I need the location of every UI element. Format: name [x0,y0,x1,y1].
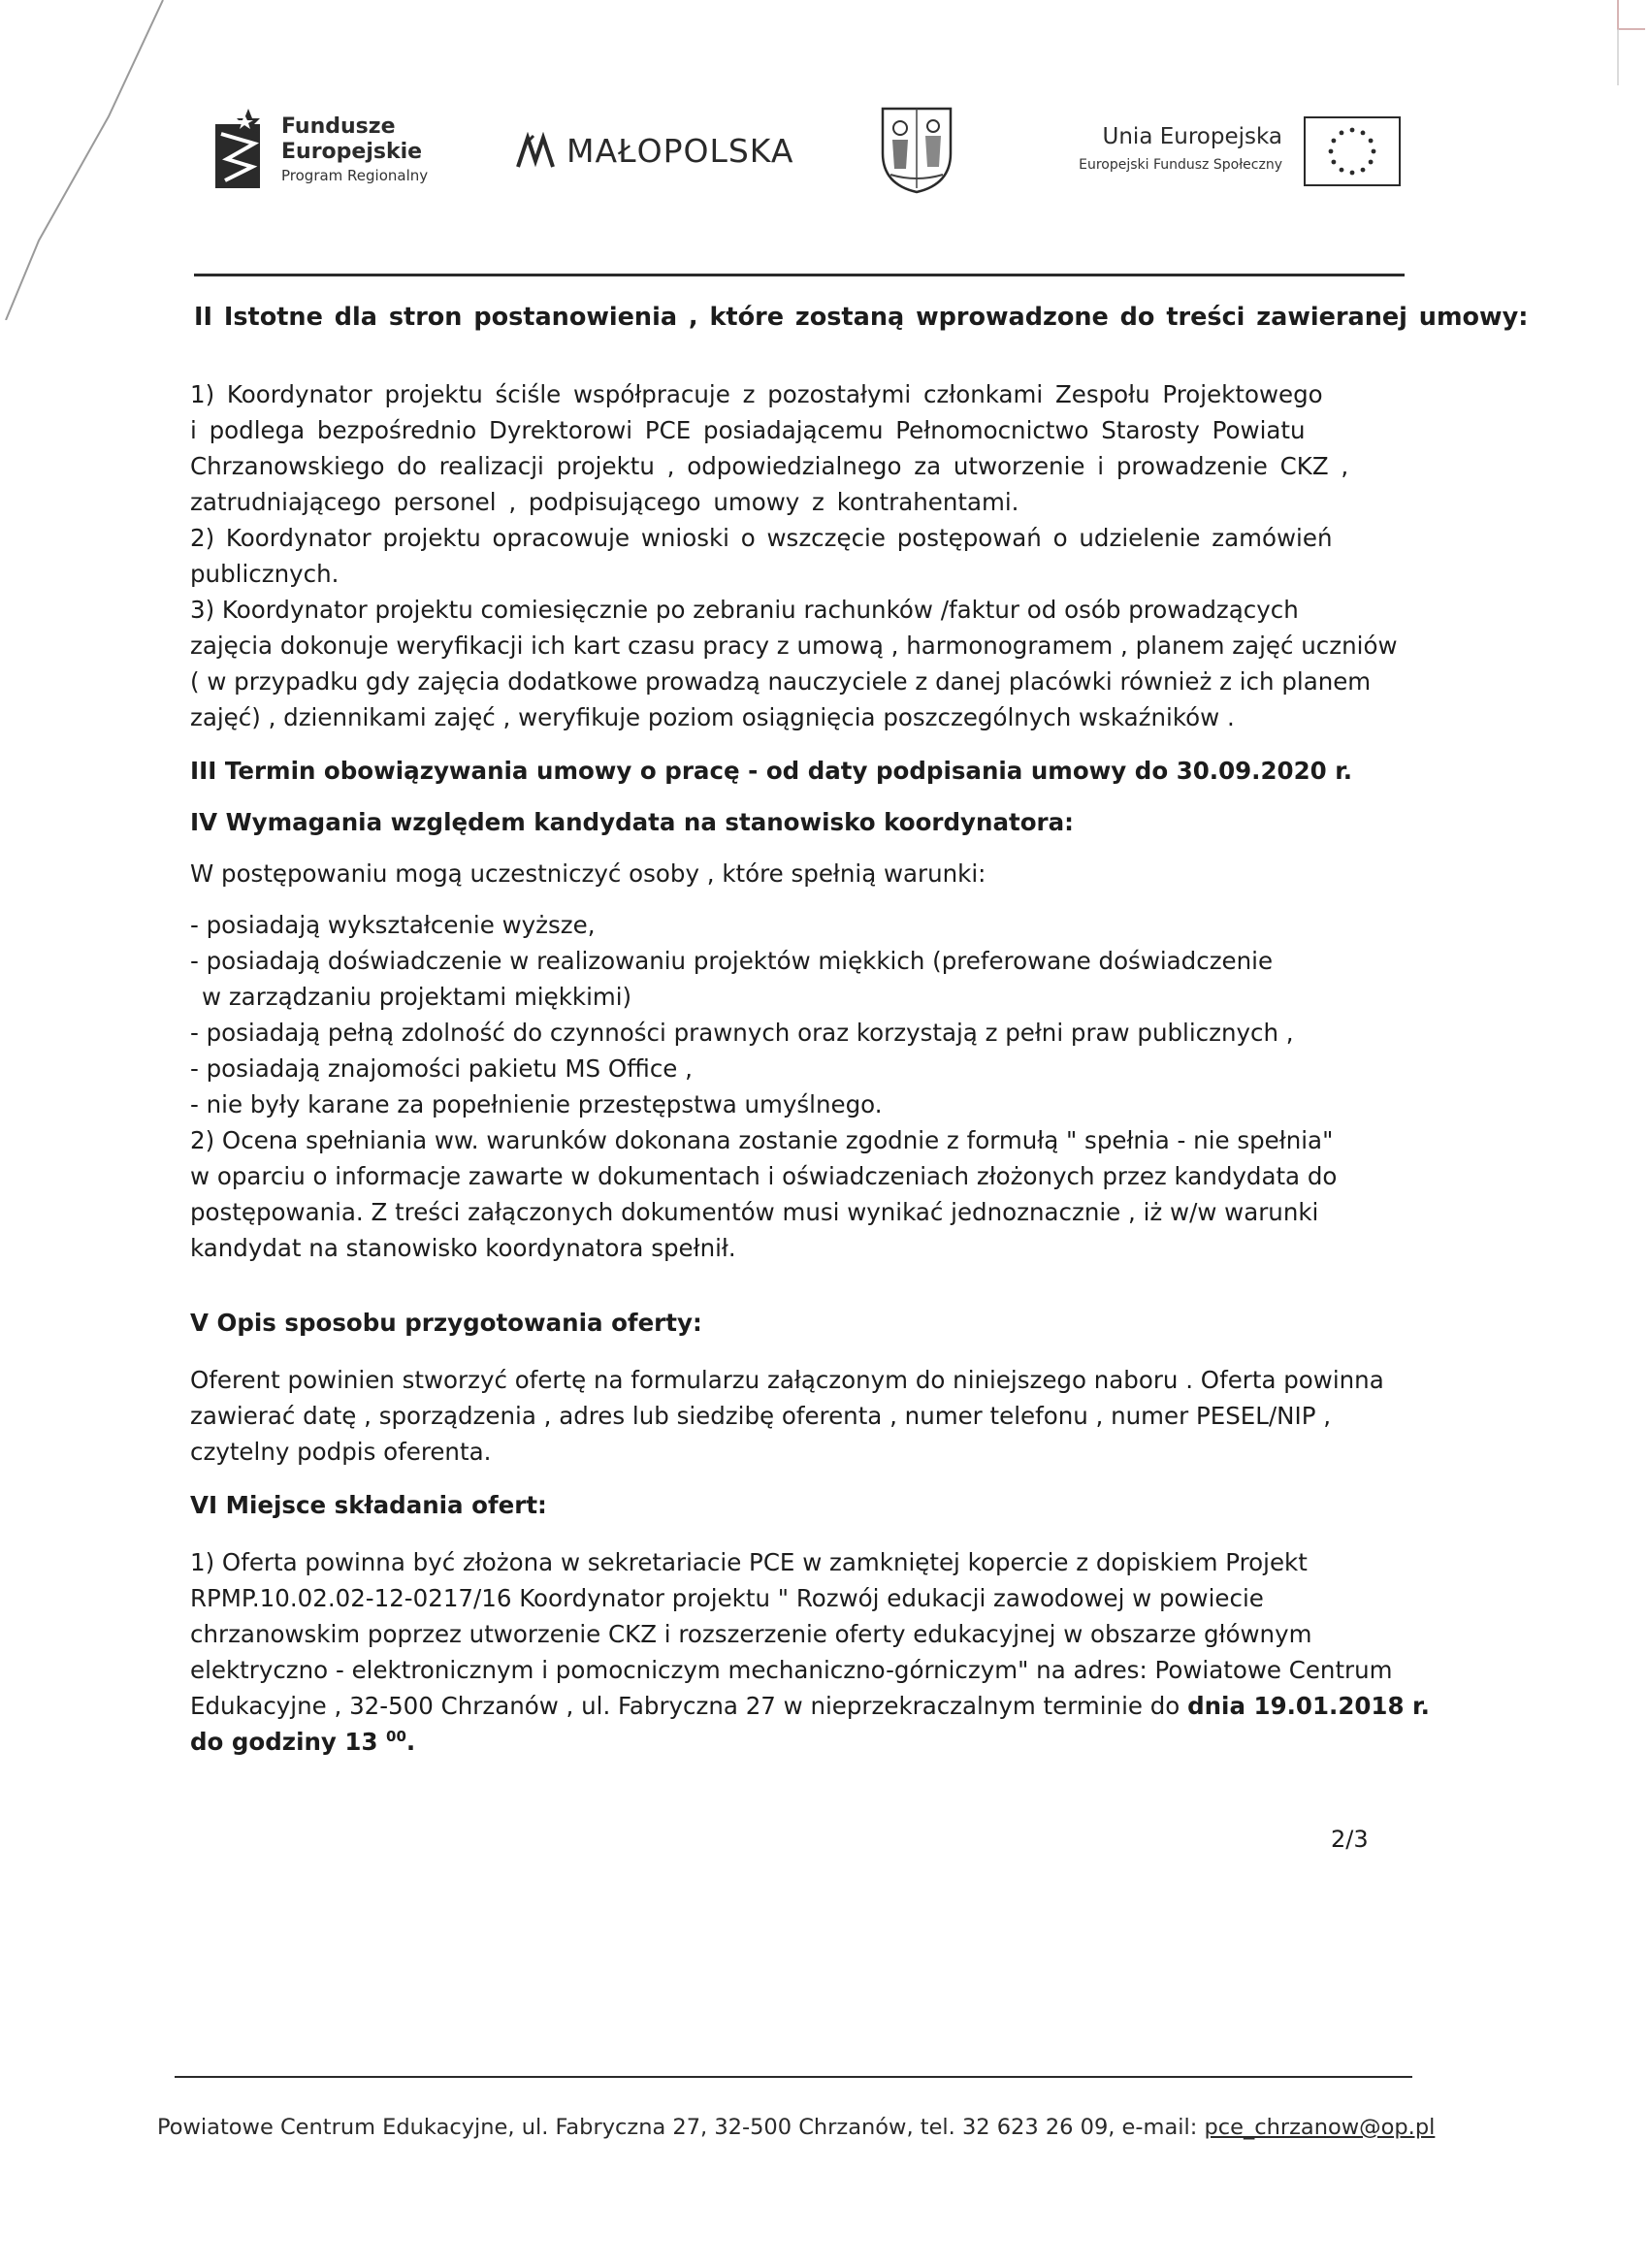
list-item: - posiadają doświadczenie w realizowaniu projektów miękkich (preferowane doświadczenie [190,947,1274,975]
malopolska-wordmark: MAŁOPOLSKA [566,132,794,170]
section-ii-heading: II Istotne dla stron postanowienia , które zostaną wprowadzone do treści zawieranej umowy: [194,303,1529,332]
text-line: 2) Koordynator projektu opracowuje wnioski o wszczęcie postępowań o udzielenie zamówień [190,524,1333,552]
eu-star-icon [1340,131,1344,136]
section-iv-paragraph-2 [190,1122,1430,1266]
malopolska-mark-icon [514,132,561,171]
text-line: chrzanowskim poprzez utworzenie CKZ i rozszerzenie oferty edukacyjnej w obszarze głównym [190,1620,1312,1648]
list-item: - posiadają wykształcenie wyższe, [190,911,596,939]
text-line: 3) Koordynator projektu comiesięcznie po zebraniu rachunków /faktur od osób prowadzących [190,596,1299,624]
eu-star-icon [1350,128,1355,133]
section-v-paragraph [190,1362,1430,1470]
text-run: Edukacyjne , 32-500 Chrzanów , ul. Fabryczna 27 w nieprzekraczalnym terminie do [190,1692,1188,1720]
section-ii-paragraph-3 [190,592,1430,735]
list-item: w zarządzaniu projektami miękkimi) [202,983,632,1011]
text-line: zajęcia dokonuje weryfikacji ich kart czasu pracy z umową , harmonogramem , planem zajęć uczniów [190,632,1398,660]
section-vi-paragraph [190,1544,1430,1760]
section-iv-requirements-list [190,907,1430,1122]
text-line: publicznych. [190,560,340,588]
section-iv-intro: W postępowaniu mogą uczestniczyć osoby , które spełnią warunki: [190,859,986,888]
ue-title: Unia Europejska [1102,124,1282,149]
text-line: i podlega bezpośrednio Dyrektorowi PCE posiadającemu Pełnomocnictwo Starosty Powiatu [190,416,1306,444]
section-ii-paragraph-2 [190,520,1430,592]
eu-flag-icon [1304,116,1401,186]
text-line: w oparciu o informacje zawarte w dokumentach i oświadczeniach złożonych przez kandydata do [190,1162,1338,1190]
footer [157,2115,1435,2140]
unia-europejska-logo [1028,113,1406,190]
ue-subtitle: Europejski Fundusz Społeczny [1079,157,1282,173]
footer-address: Powiatowe Centrum Edukacyjne, ul. Fabryczna 27, 32-500 Chrzanów, tel. 32 623 26 09, e-mail: [157,2115,1205,2140]
coat-of-arms-icon [879,105,954,194]
text-line: czytelny podpis oferenta. [190,1438,492,1466]
document-body [190,376,1430,1760]
text-line: 2) Ocena spełniania ww. warunków dokonana zostanie zgodnie z formułą " spełnia - nie spełnia" [190,1126,1334,1154]
scan-edge-line [0,0,165,320]
footer-rule [175,2076,1412,2078]
fe-star-icon [215,109,260,188]
fe-title-line2: Europejskie [281,140,423,164]
header-rule [194,274,1405,276]
section-ii-paragraph-1 [190,376,1430,520]
eu-star-icon [1329,149,1334,154]
text-line: ( w przypadku gdy zajęcia dodatkowe prowadzą nauczyciele z danej placówki również z ich planem [190,667,1372,696]
text-line: zatrudniającego personel , podpisującego umowy z kontrahentami. [190,488,1019,516]
list-item: - nie były karane za popełnienie przestępstwa umyślnego. [190,1090,883,1118]
page-number: 2/3 [1331,1826,1369,1853]
text-line [190,1688,1430,1724]
fundusze-europejskie-logo [215,105,468,194]
malopolska-logo [514,126,834,184]
eu-star-icon [1361,131,1366,136]
section-vi-heading: VI Miejsce składania ofert: [190,1491,547,1519]
text-line: zawierać datę , sporządzenia , adres lub siedzibę oferenta , numer telefonu , numer PESEL/NIP , [190,1402,1332,1430]
text-line: 1) Oferta powinna być złożona w sekretariacie PCE w zamkniętej kopercie z dopiskiem Projekt [190,1548,1308,1576]
text-line: kandydat na stanowisko koordynatora spełnił. [190,1234,736,1262]
fe-subtitle: Program Regionalny [281,167,429,184]
list-item: - posiadają znajomości pakietu MS Office , [190,1054,693,1083]
list-item: - posiadają pełną zdolność do czynności prawnych oraz korzystają z pełni praw publicznych , [190,1019,1294,1047]
text-line: 1) Koordynator projektu ściśle współpracuje z pozostałymi członkami Zespołu Projektowego [190,380,1323,408]
section-iv-heading: IV Wymagania względem kandydata na stanowisko koordynatora: [190,808,1074,836]
superscript-minutes: 00 [386,1727,406,1745]
text-line: RPMP.10.02.02-12-0217/16 Koordynator projektu " Rozwój edukacji zawodowej w powiecie [190,1584,1264,1612]
eu-star-icon [1369,160,1374,165]
text-run: . [405,1728,416,1756]
text-line: Chrzanowskiego do realizacji projektu , odpowiedzialnego za utworzenie i prowadzenie CKZ , [190,452,1349,480]
section-iii-heading: III Termin obowiązywania umowy o pracę - od daty podpisania umowy do 30.09.2020 r. [190,757,1353,785]
eu-star-icon [1350,171,1355,176]
section-v-heading: V Opis sposobu przygotowania oferty: [190,1309,702,1337]
eu-star-icon [1332,160,1337,165]
footer-email-link[interactable]: pce_chrzanow@op.pl [1204,2115,1436,2140]
eu-star-icon [1361,168,1366,173]
text-line: postępowania. Z treści załączonych dokumentów musi wynikać jednoznacznie , iż w/w warunki [190,1198,1319,1226]
text-run: do godziny 13 [190,1728,378,1756]
eu-star-icon [1332,139,1337,144]
text-line: Oferent powinien stworzyć ofertę na formularzu załączonym do niniejszego naboru . Oferta powinna [190,1366,1384,1394]
text-line: elektryczno - elektronicznym i pomocniczym mechaniczno-górniczym" na adres: Powiatowe Centrum [190,1656,1393,1684]
deadline-date: dnia 19.01.2018 r. [1187,1692,1430,1720]
scan-edge-mark [1591,0,1649,87]
text-line: zajęć) , dziennikami zajęć , weryfikuje poziom osiągnięcia poszczególnych wskaźników . [190,703,1235,731]
fe-title-line1: Fundusze [281,114,396,139]
eu-star-icon [1372,149,1376,154]
deadline-hour [190,1724,1430,1760]
eu-star-icon [1340,168,1344,173]
eu-star-icon [1369,139,1374,144]
